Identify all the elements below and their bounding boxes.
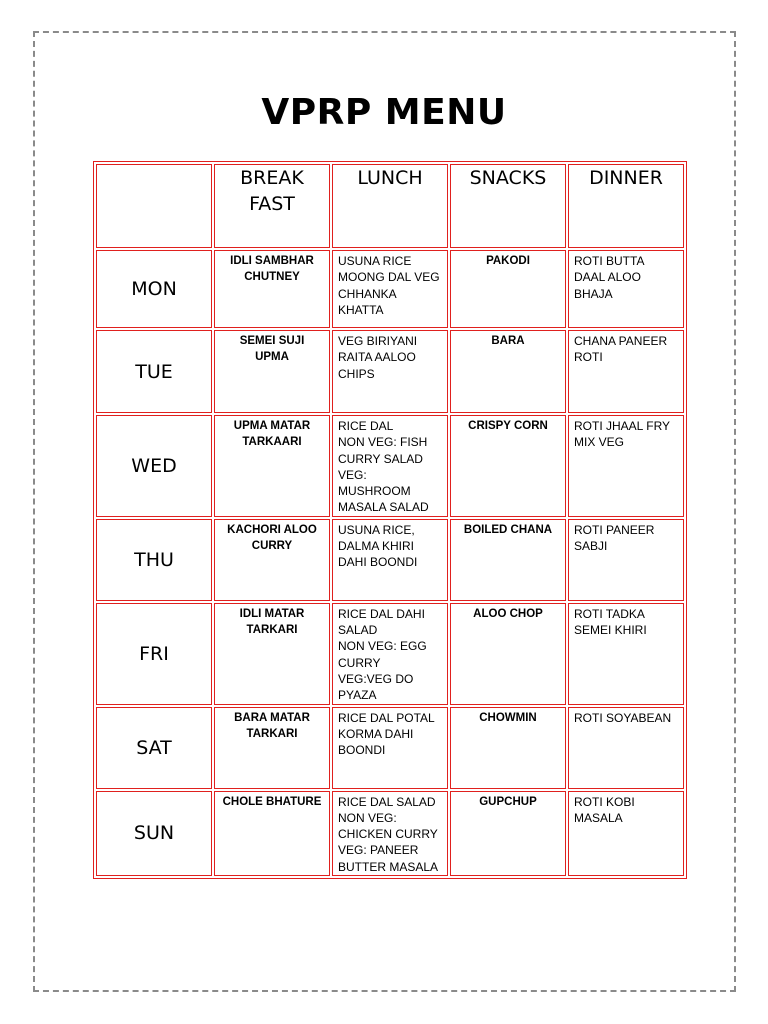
breakfast-cell: BARA MATAR TARKARI (214, 707, 330, 789)
snacks-cell: BARA (450, 330, 566, 413)
header-snacks: SNACKS (450, 164, 566, 248)
header-day (96, 164, 212, 248)
dinner-cell: ROTI SOYABEAN (568, 707, 684, 789)
snacks-cell: PAKODI (450, 250, 566, 328)
snacks-cell: ALOO CHOP (450, 603, 566, 705)
day-cell: SAT (96, 707, 212, 789)
lunch-cell: USUNA RICE, DALMA KHIRI DAHI BOONDI (332, 519, 448, 601)
page-title: VPRP MENU (261, 92, 507, 133)
menu-row-sat (96, 707, 684, 789)
header-breakfast: BREAK FAST (214, 164, 330, 248)
snacks-cell: BOILED CHANA (450, 519, 566, 601)
day-cell: THU (96, 519, 212, 601)
lunch-cell: RICE DAL POTAL KORMA DAHI BOONDI (332, 707, 448, 789)
menu-row-tue (96, 330, 684, 413)
day-cell: TUE (96, 330, 212, 413)
breakfast-cell: IDLI MATAR TARKARI (214, 603, 330, 705)
header-lunch: LUNCH (332, 164, 448, 248)
header-dinner: DINNER (568, 164, 684, 248)
lunch-cell: RICE DAL NON VEG: FISH CURRY SALAD VEG: MUSHROOM MASALA SALAD (332, 415, 448, 517)
dinner-cell: ROTI PANEER SABJI (568, 519, 684, 601)
menu-row-mon (96, 250, 684, 328)
lunch-cell: USUNA RICE MOONG DAL VEG CHHANKA KHATTA (332, 250, 448, 328)
menu-row-sun (96, 791, 684, 876)
lunch-cell: VEG BIRIYANI RAITA AALOO CHIPS (332, 330, 448, 413)
breakfast-cell: IDLI SAMBHAR CHUTNEY (214, 250, 330, 328)
breakfast-cell: CHOLE BHATURE (214, 791, 330, 876)
breakfast-cell: SEMEI SUJI UPMA (214, 330, 330, 413)
header-row (96, 164, 684, 248)
snacks-cell: CHOWMIN (450, 707, 566, 789)
dinner-cell: CHANA PANEER ROTI (568, 330, 684, 413)
breakfast-cell: KACHORI ALOO CURRY (214, 519, 330, 601)
dinner-cell: ROTI BUTTA DAAL ALOO BHAJA (568, 250, 684, 328)
menu-row-thu (96, 519, 684, 601)
breakfast-cell: UPMA MATAR TARKAARI (214, 415, 330, 517)
dinner-cell: ROTI JHAAL FRY MIX VEG (568, 415, 684, 517)
menu-row-wed (96, 415, 684, 517)
dinner-cell: ROTI TADKA SEMEI KHIRI (568, 603, 684, 705)
lunch-cell: RICE DAL SALAD NON VEG: CHICKEN CURRY VEG: PANEER BUTTER MASALA (332, 791, 448, 876)
day-cell: SUN (96, 791, 212, 876)
snacks-cell: GUPCHUP (450, 791, 566, 876)
dinner-cell: ROTI KOBI MASALA (568, 791, 684, 876)
day-cell: FRI (96, 603, 212, 705)
menu-table (93, 161, 687, 879)
menu-row-fri (96, 603, 684, 705)
day-cell: MON (96, 250, 212, 328)
lunch-cell: RICE DAL DAHI SALAD NON VEG: EGG CURRY VEG:VEG DO PYAZA (332, 603, 448, 705)
day-cell: WED (96, 415, 212, 517)
snacks-cell: CRISPY CORN (450, 415, 566, 517)
